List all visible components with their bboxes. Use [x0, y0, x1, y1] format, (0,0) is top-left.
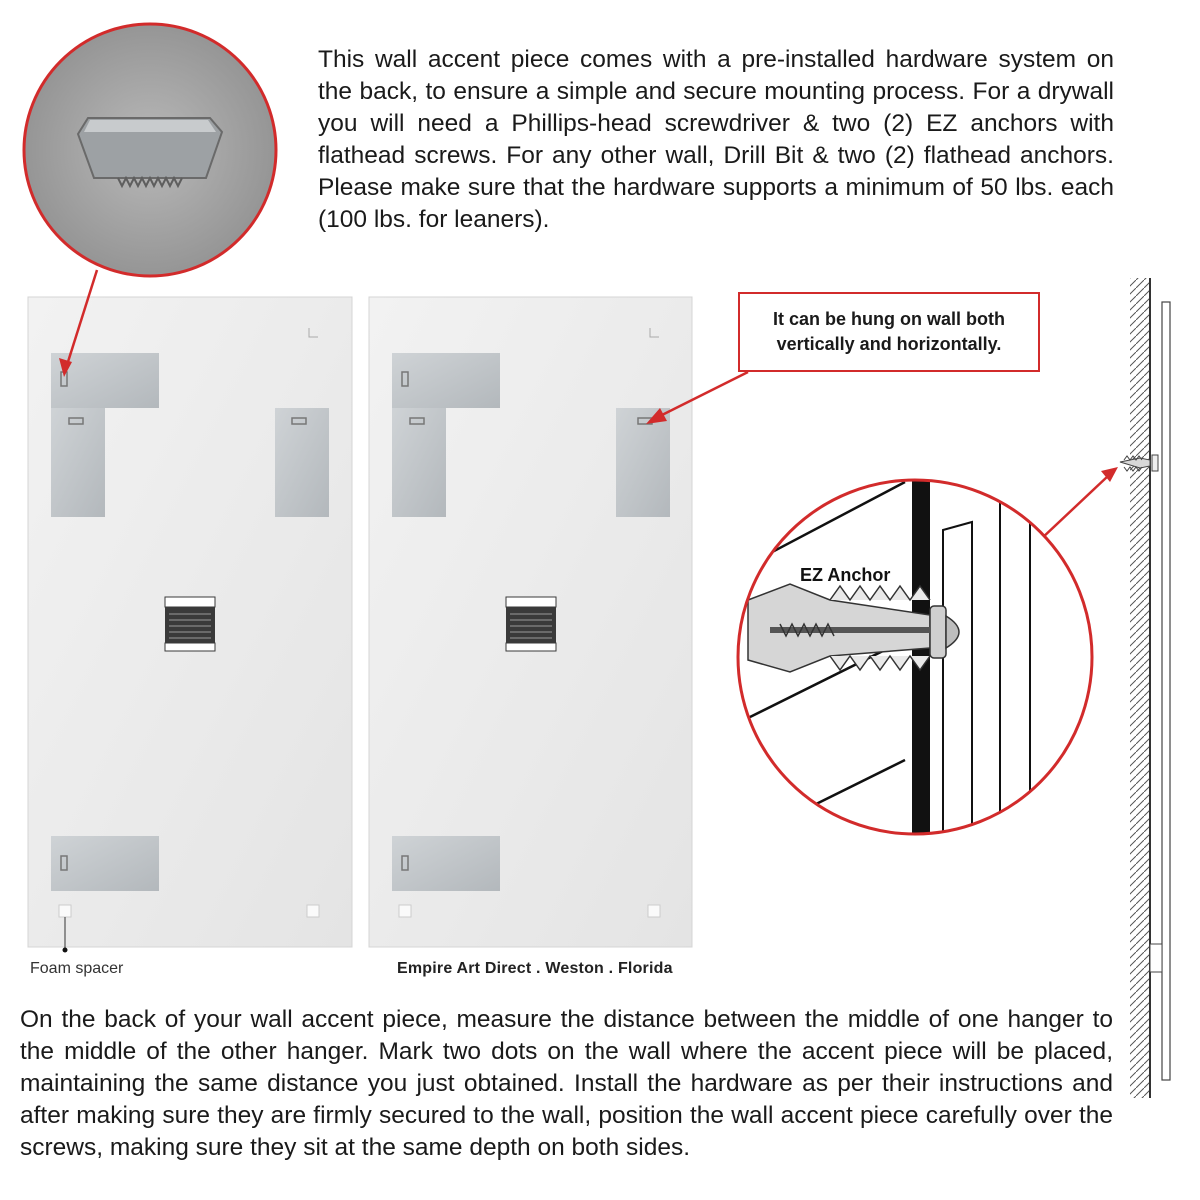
intro-paragraph: This wall accent piece comes with a pre-installed hardware system on the back, to ensure a simple and secure mounting process. For a drywall you will need a Phillips-head screwdriver & two (2) EZ anchors with flathead screws. For any other wall, Drill Bit & two (2) flathead anchors. Please make sure that the hardware supports a minimum of 50 lbs. each (100 lbs. for leaners).	[318, 46, 1114, 233]
orientation-callout	[738, 292, 1040, 372]
instruction-label-icon	[506, 597, 556, 651]
instructions-paragraph: On the back of your wall accent piece, measure the distance between the middle of one hanger to the middle of the other hanger. Mark two dots on the wall where the accent piece will be placed, maintaining the same distance you just obtained. Install the hardware as per their instructions and after making sure they are firmly secured to the wall, position the wall accent piece carefully over the screws, making sure they sit at the same depth on both sides.	[20, 1006, 1113, 1161]
instruction-label-icon	[165, 597, 215, 651]
foam-spacer-icon	[59, 905, 71, 917]
ez-anchor-icon	[748, 584, 959, 672]
panel-back-right	[369, 297, 692, 947]
credit-line: Empire Art Direct . Weston . Florida	[397, 960, 673, 977]
wall-piece-profile	[1162, 302, 1170, 1080]
callout-text: It can be hung on wall both vertically and horizontally.	[773, 309, 1005, 354]
hanger-zoom-circle	[24, 24, 276, 276]
wall-side-view	[1120, 278, 1170, 1098]
foam-spacer-icon	[307, 905, 319, 917]
ez-anchor-label: EZ Anchor	[800, 565, 891, 585]
foam-spacer-label: Foam spacer	[30, 960, 124, 977]
anchor-zoom-circle	[738, 470, 1092, 850]
panel-back-left	[28, 297, 352, 947]
